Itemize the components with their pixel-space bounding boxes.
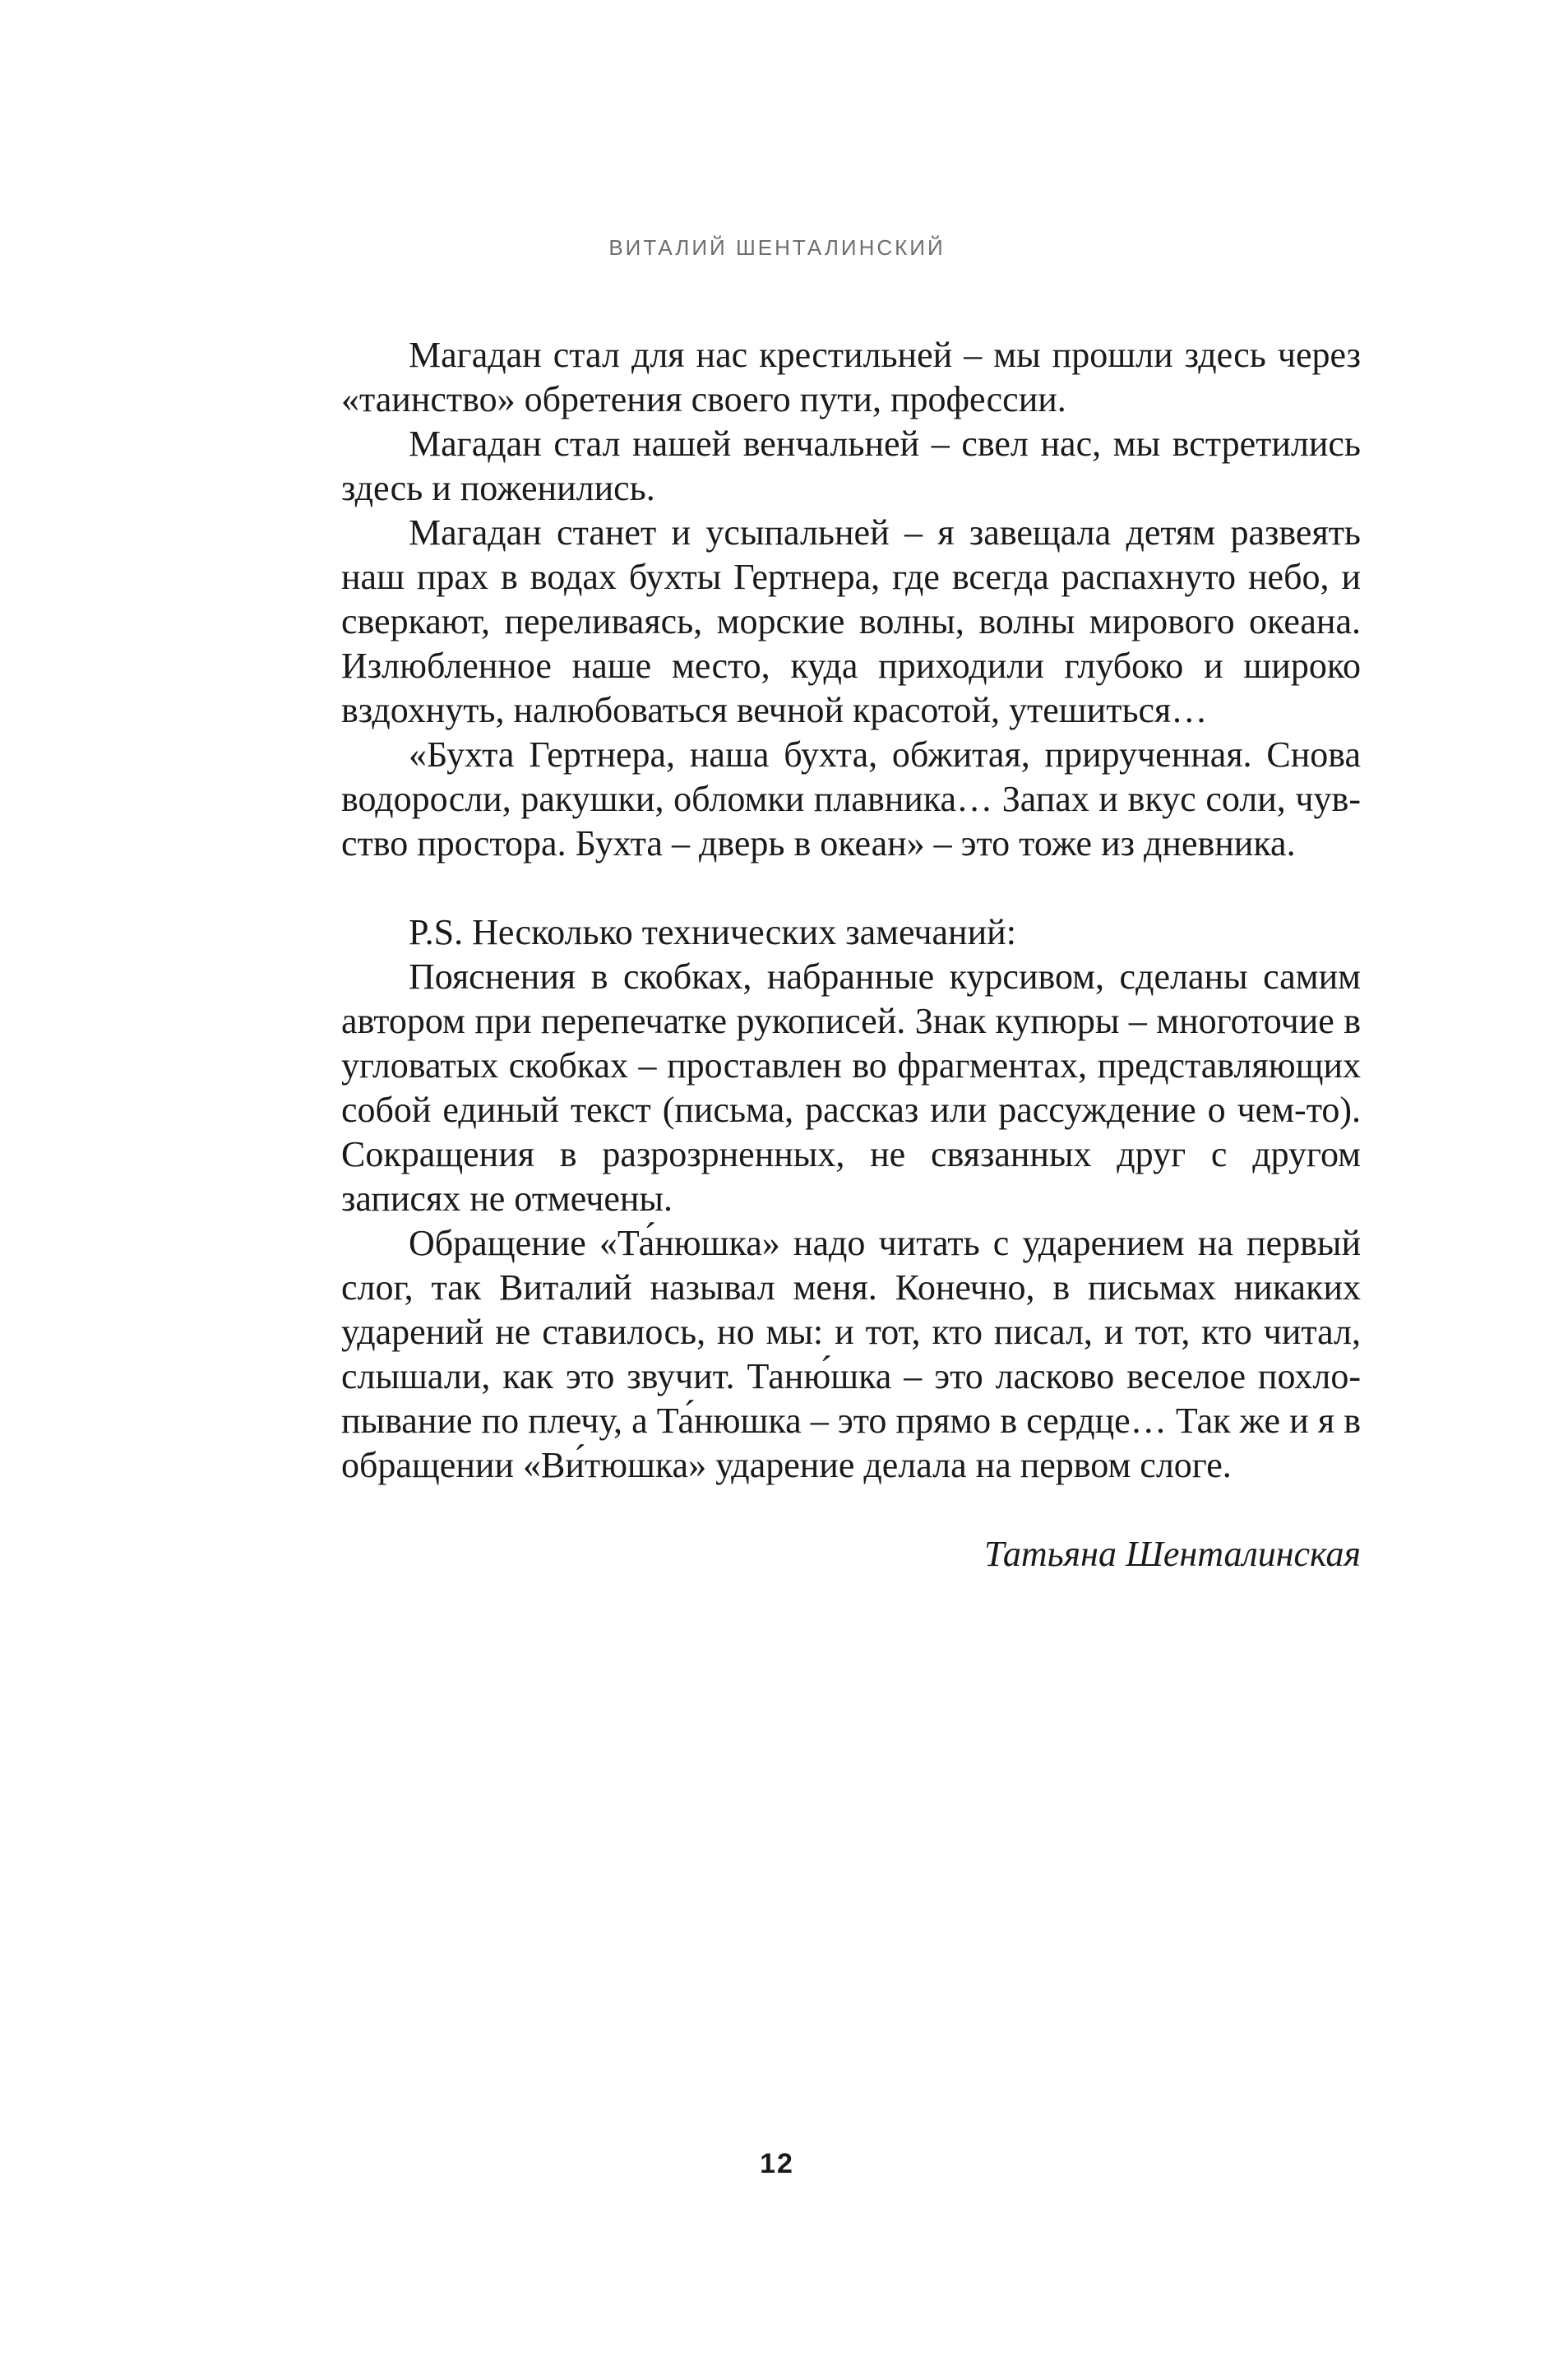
paragraph: Магадан стал нашей венчальней – свел нас, мы встретились здесь и поженились.	[341, 424, 1361, 508]
section-break	[341, 866, 1361, 910]
paragraph: Обращение «Та́нюшка» надо читать с ударением на первый слог, так Виталий называл меня. Конечно, в письмах никаких ударений не ставилось, но мы: и тот, кто писал, и тот, кто читал, слышали, как это звучит. Таню́шка – это ласково веселое похлопывание по плечу, а Та́нюшка – это прямо в сердце… Так же и я в обращении «Ви́тюшка» ударение делала на первом слоге.	[341, 1223, 1361, 1485]
page-number: 12	[760, 2148, 794, 2179]
main-text	[341, 333, 1361, 1577]
paragraph: Пояснения в скобках, набранные курсивом, сделаны самим автором при перепечатке рукописей. Знак купюры – многоточие в угловатых скобках – проставлен во фрагментах, представляющих собой единый текст (письма, рассказ или рассуждение о чем-то). Сокращения в разрозрненных, не связанных друг с другом записях не отмечены.	[341, 956, 1361, 1219]
paragraph: Магадан станет и усыпальней – я завещала детям развеять наш прах в водах бухты Гертнера, где всегда распахнуто небо, и сверкают, переливаясь, морские волны, волны мирового океана. Излюбленное наше место, куда приходили глубоко и широко вздохнуть, налюбоваться вечной красотой, утешиться…	[341, 512, 1361, 730]
ps-heading: P.S. Несколько технических замечаний:	[409, 912, 1016, 952]
running-head: ВИТАЛИЙ ШЕНТАЛИНСКИЙ	[608, 235, 946, 260]
paragraph: «Бухта Гертнера, наша бухта, обжитая, прирученная. Снова водоросли, ракушки, обломки плавника… Запах и вкус соли, чувство простора. Бухта – дверь в океан» – это тоже из дневника.	[341, 734, 1361, 864]
paragraph: Магадан стал для нас крестильней – мы прошли здесь через «таинство» обретения своего пути, профессии.	[341, 335, 1361, 419]
signature: Татьяна Шенталинская	[983, 1534, 1361, 1574]
